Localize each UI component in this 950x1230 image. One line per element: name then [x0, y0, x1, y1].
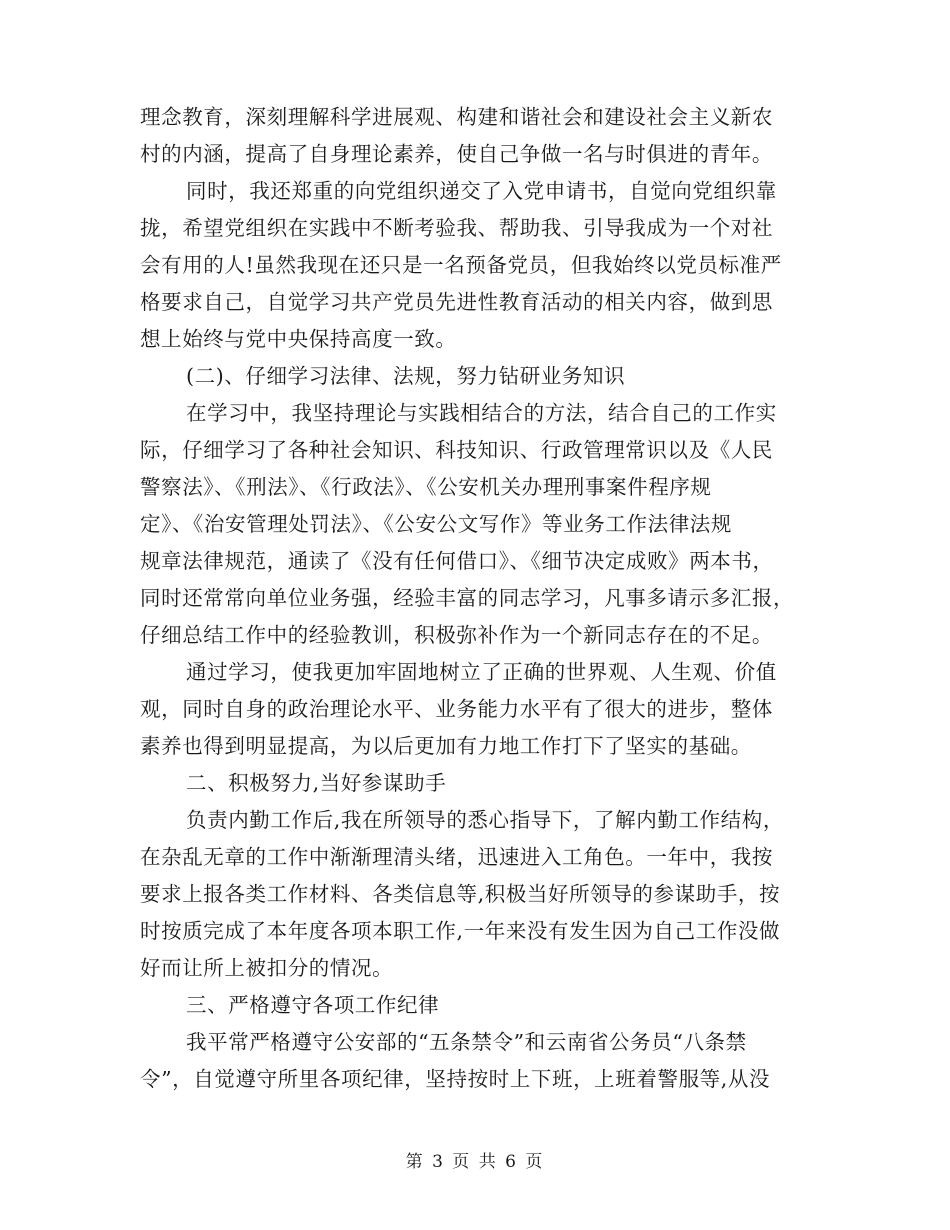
text-line: 仔细总结工作中的经验教训，积极弥补作为一个新同志存在的不足。 — [140, 623, 773, 647]
text-line: 时按质完成了本年度各项本职工作,一年来没有发生因为自己工作没做 — [140, 919, 781, 943]
section-heading: 二、积极努力,当好参谋助手 — [186, 771, 447, 795]
text-line: 素养也得到明显提高，为以后更加有力地工作打下了坚实的基础。 — [140, 734, 752, 758]
text-line: 我平常严格遵守公安部的“五条禁令”和云南省公务员“八条禁 — [186, 1030, 747, 1054]
text-line: 际，仔细学习了各种社会知识、科技知识、行政管理常识以及《人民 — [140, 438, 773, 462]
text-line: 要求上报各类工作材料、各类信息等,积极当好所领导的参谋助手，按 — [140, 882, 781, 906]
text-line: 规章法律规范，通读了《没有任何借口》、《细节决定成败》两本书， — [140, 549, 774, 573]
section-heading: (二)、仔细学习法律、法规，努力钻研业务知识 — [186, 364, 626, 388]
text-line: 在杂乱无章的工作中渐渐理清头绪，迅速进入工角色。一年中，我按 — [140, 845, 773, 869]
text-line: 在学习中，我坚持理论与实践相结合的方法，结合自己的工作实 — [186, 401, 777, 425]
text-line: 通过学习，使我更加牢固地树立了正确的世界观、人生观、价值 — [186, 660, 777, 684]
text-line: 警察法》、《刑法》、《行政法》、《公安机关办理刑事案件程序规 — [140, 475, 712, 499]
text-line: 好而让所上被扣分的情况。 — [140, 956, 394, 980]
text-line: 观，同时自身的政治理论水平、业务能力水平有了很大的进步，整体 — [140, 697, 773, 721]
text-line: 定》、《治安管理处罚法》、《公安公文写作》等业务工作法律法规 — [140, 512, 732, 536]
page-footer: 第 3 页 共 6 页 — [405, 1152, 545, 1172]
text-line: 拢，希望党组织在实践中不断考验我、帮助我、引导我成为一个对社 — [140, 216, 773, 240]
text-line: 格要求自己，自觉学习共产党员先进性教育活动的相关内容，做到思 — [140, 290, 773, 314]
text-line: 负责内勤工作后,我在所领导的悉心指导下，了解内勤工作结构， — [186, 808, 784, 832]
text-line: 想上始终与党中央保持高度一致。 — [140, 327, 457, 351]
text-line: 理念教育，深刻理解科学进展观、构建和谐社会和建设社会主义新农 — [140, 105, 773, 129]
section-heading: 三、严格遵守各项工作纪律 — [186, 993, 440, 1017]
text-line: 令”，自觉遵守所里各项纪律，坚持按时上下班，上班着警服等,从没 — [140, 1067, 771, 1091]
text-line: 村的内涵，提高了自身理论素养，使自己争做一名与时俱进的青年。 — [140, 142, 773, 166]
text-line: 会有用的人!虽然我现在还只是一名预备党员，但我始终以党员标准严 — [140, 253, 782, 277]
text-line: 同时，我还郑重的向党组织递交了入党申请书，自觉向党组织靠 — [186, 179, 777, 203]
text-line: 同时还常常向单位业务强，经验丰富的同志学习，凡事多请示多汇报， — [140, 586, 795, 610]
